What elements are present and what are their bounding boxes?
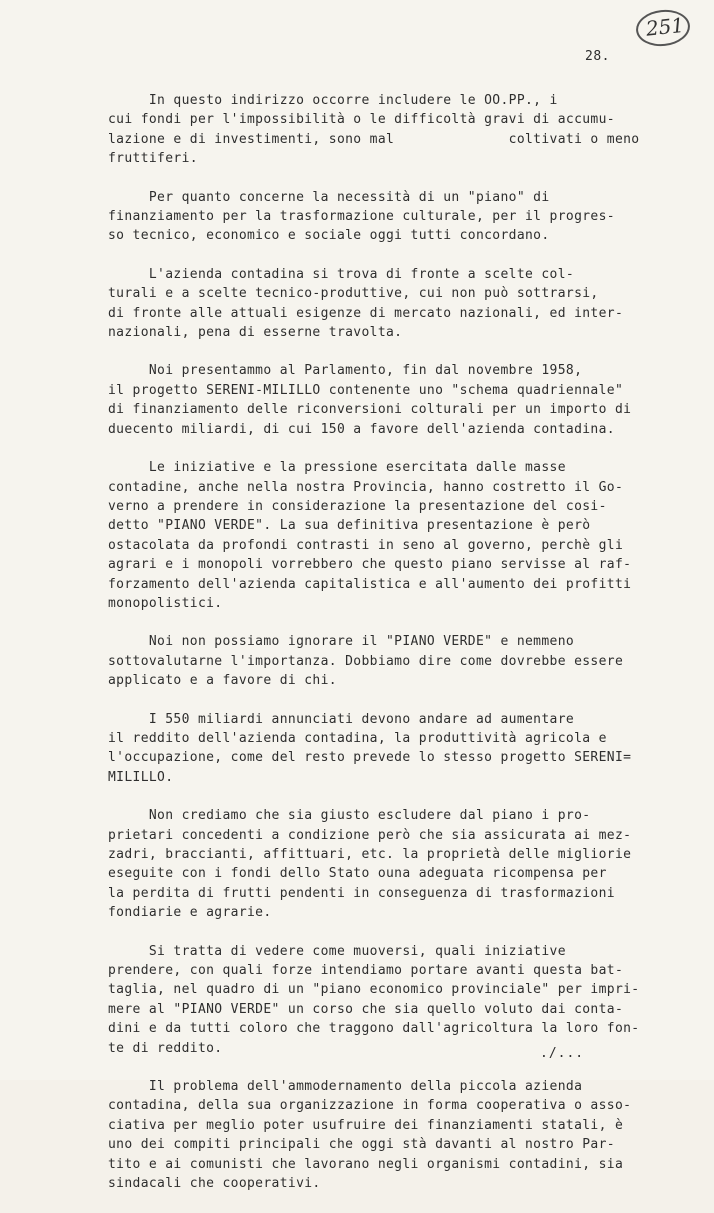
text-line: monopolistici.: [108, 595, 223, 611]
paragraph: [108, 806, 632, 922]
text-line: zadri, braccianti, affittuari, etc. la proprietà delle migliorie: [108, 847, 632, 862]
paragraph: [108, 188, 628, 246]
text-line: il reddito dell'azienda contadina, la produttività agricola e: [108, 730, 607, 746]
text-line: la perdita di frutti pendenti in conseguenza di trasformazioni: [108, 885, 615, 901]
text-line: fruttiferi.: [108, 151, 198, 167]
text-line: agrari e i monopoli vorrebbero che questo piano servisse al raf-: [108, 557, 632, 573]
text-line: uno dei compiti principali che oggi stà davanti al nostro Par-: [108, 1137, 615, 1153]
text-line: sottovalutarne l'importanza. Dobbiamo dire come dovrebbe essere: [108, 653, 624, 669]
paragraph: [108, 458, 632, 613]
text-line: il progetto SERENI-MILILLO contenente uno "schema quadriennale": [108, 382, 624, 398]
text-line: cui fondi per l'impossibilità o le difficoltà gravi di accumu-: [108, 112, 615, 128]
text-line: contadina, della sua organizzazione in forma cooperativa o asso-: [108, 1098, 632, 1114]
text-line: Per quanto concerne la necessità di un "piano" di: [108, 189, 550, 205]
page-stamp: [634, 7, 691, 48]
paragraph: [108, 710, 632, 788]
text-line: applicato e a favore di chi.: [108, 673, 337, 689]
paragraph: [108, 91, 640, 169]
text-line: ciativa per meglio poter usufruire dei finanziamenti statali, è: [108, 1117, 624, 1133]
text-line: Si tratta di vedere come muoversi, quali iniziative: [108, 943, 566, 959]
page-number: 28.: [585, 49, 610, 64]
paragraph: [108, 942, 640, 1058]
text-line: tito e ai comunisti che lavorano negli organismi contadini, sia: [108, 1156, 624, 1172]
stamp-number: 251: [644, 12, 686, 41]
text-line: dini e da tutti coloro che traggono dall'agricoltura la loro fon-: [108, 1021, 640, 1037]
text-line: verno a prendere in considerazione la presentazione del cosi-: [108, 498, 607, 514]
text-line: MILILLO.: [108, 769, 174, 785]
text-line: turali e a scelte tecnico-produttive, cui non può sottrarsi,: [108, 286, 599, 302]
document-body: [108, 91, 640, 1213]
text-line: contadine, anche nella nostra Provincia, hanno costretto il Go-: [108, 479, 624, 495]
text-line: di fronte alle attuali esigenze di mercato nazionali, ed inter-: [108, 305, 624, 321]
text-line: ostacolata da profondi contrasti in seno al governo, perchè gli: [108, 537, 624, 553]
paragraph: [108, 632, 628, 690]
text-line: In questo indirizzo occorre includere le OO.PP., i: [108, 93, 558, 108]
text-line: Non crediamo che sia giusto escludere dal piano i pro-: [108, 808, 591, 824]
paragraph: [108, 265, 628, 343]
text-line: L'azienda contadina si trova di fronte a scelte col-: [108, 266, 575, 282]
text-line: I 550 miliardi annunciati devono andare ad aumentare: [108, 711, 575, 727]
paragraph: [108, 1077, 632, 1193]
text-line: Noi non possiamo ignorare il "PIANO VERDE" e nemmeno: [108, 634, 575, 650]
text-line: detto "PIANO VERDE". La sua definitiva presentazione è però: [108, 518, 591, 534]
text-line: Le iniziative e la pressione esercitata dalle masse: [108, 460, 566, 476]
text-line: l'occupazione, come del resto prevede lo stesso progetto SERENI=: [108, 750, 632, 766]
text-line: so tecnico, economico e sociale oggi tutti concordano.: [108, 228, 550, 244]
text-line: prendere, con quali forze intendiamo portare avanti questa bat-: [108, 963, 624, 979]
text-line: duecento miliardi, di cui 150 a favore dell'azienda contadina.: [108, 421, 615, 437]
paragraph: [108, 361, 632, 439]
text-line: forzamento dell'azienda capitalistica e all'aumento dei profitti: [108, 576, 632, 592]
continuation-mark: ./...: [540, 1046, 585, 1061]
text-line: eseguite con i fondi dello Stato ouna adeguata ricompensa per: [108, 866, 607, 882]
text-line: Il problema dell'ammodernamento della piccola azienda: [108, 1079, 583, 1095]
text-line: finanziamento per la trasformazione culturale, per il progres-: [108, 209, 615, 225]
text-line: fondiarie e agrarie.: [108, 905, 272, 921]
text-line: mere al "PIANO VERDE" un corso che sia quello voluto dai conta-: [108, 1001, 624, 1017]
text-line: sindacali che cooperativi.: [108, 1176, 321, 1192]
text-line: di finanziamento delle riconversioni colturali per un importo di: [108, 402, 632, 418]
text-line: lazione e di investimenti, sono mal coltivati o meno: [108, 131, 640, 147]
text-line: nazionali, pena di esserne travolta.: [108, 325, 403, 341]
text-line: Noi presentammo al Parlamento, fin dal novembre 1958,: [108, 363, 583, 379]
text-line: prietari concedenti a condizione però che sia assicurata ai mez-: [108, 827, 632, 843]
text-line: taglia, nel quadro di un "piano economico provinciale" per impri-: [108, 982, 640, 998]
text-line: te di reddito.: [108, 1040, 223, 1056]
